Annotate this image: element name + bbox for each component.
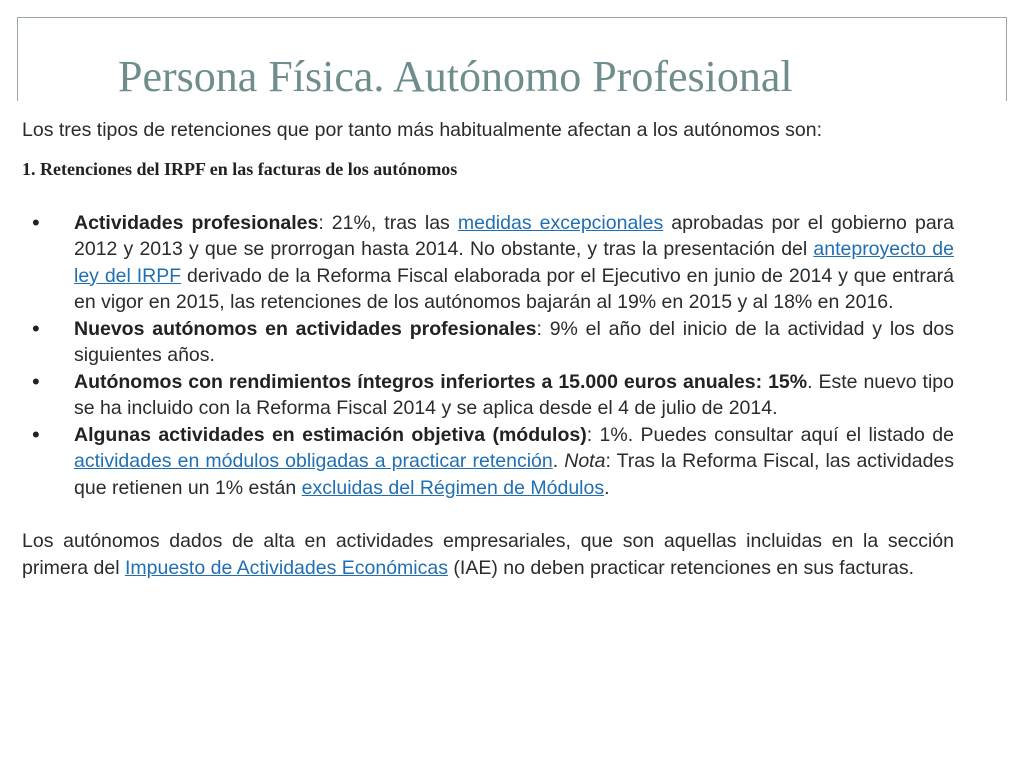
section-heading: 1. Retenciones del IRPF en las facturas de los autónomos <box>22 158 458 179</box>
slide-frame-right <box>1006 17 1007 101</box>
item-bold-label: Algunas actividades en estimación objetiva (módulos) <box>74 423 587 446</box>
item-text: . <box>604 476 610 499</box>
item-text: : 1%. Puedes consultar aquí el listado de <box>586 423 954 446</box>
item-text: : Tras la Reforma Fiscal, las actividades que retienen un 1% están <box>74 450 955 499</box>
outro-text: Los autónomos dados de alta en actividades empresariales, que son aquellas incluidas en la sección primera del <box>22 530 954 579</box>
item-text: . Este nuevo tipo se ha incluido con la Reforma Fiscal 2014 y se aplica desde el 4 de julio de 2014. <box>74 370 954 419</box>
list-item-actividades-profesionales <box>22 210 954 316</box>
item-text: derivado de la Reforma Fiscal elaborada por el Ejecutivo en junio de 2014 y que entrará en vigor en 2015, las retenciones de los autónomos bajarán al 19% en 2015 y al 18% en 2016. <box>74 264 954 313</box>
intro-paragraph: Los tres tipos de retenciones que por tanto más habitualmente afectan a los autónomos son: <box>22 119 822 141</box>
outro-paragraph <box>22 528 954 581</box>
outro-text: (IAE) no deben practicar retenciones en sus facturas. <box>447 556 915 579</box>
slide-frame-top <box>17 17 1007 18</box>
list-item-nuevos-autonomos <box>22 316 954 369</box>
item-text: aprobadas por el gobierno para 2012 y 2013 y que se prorrogan hasta 2014. No obstante, y tras la presentación del <box>74 211 954 260</box>
retention-list <box>22 210 954 502</box>
item-text: . <box>552 450 565 472</box>
list-item-rendimientos-inferiores <box>22 369 954 422</box>
item-bold-label: Actividades profesionales <box>74 211 319 234</box>
link-medidas-excepcionales[interactable]: medidas excepcionales <box>457 211 664 234</box>
link-anteproyecto-ley-irpf[interactable]: anteproyecto de ley del IRPF <box>74 238 954 287</box>
slide-frame-left <box>17 17 18 101</box>
item-bold-label: Autónomos con rendimientos íntegros inferiortes a 15.000 euros anuales: 15% <box>74 370 808 393</box>
link-actividades-modulos[interactable]: actividades en módulos obligadas a practicar retención <box>74 450 553 472</box>
item-text: : 9% el año del inicio de la actividad y los dos siguientes años. <box>74 317 954 366</box>
item-bold-label: Nuevos autónomos en actividades profesionales <box>74 317 537 340</box>
link-excluidas-regimen-modulos[interactable]: excluidas del Régimen de Módulos <box>301 476 605 499</box>
slide-title: Persona Física. Autónomo Profesional <box>118 52 793 101</box>
item-text: : 21%, tras las <box>318 211 458 234</box>
document-body <box>22 117 954 581</box>
link-impuesto-actividades-economicas[interactable]: Impuesto de Actividades Económicas <box>124 556 448 579</box>
item-italic-note: Nota <box>564 450 606 472</box>
list-item-estimacion-objetiva <box>22 422 954 502</box>
